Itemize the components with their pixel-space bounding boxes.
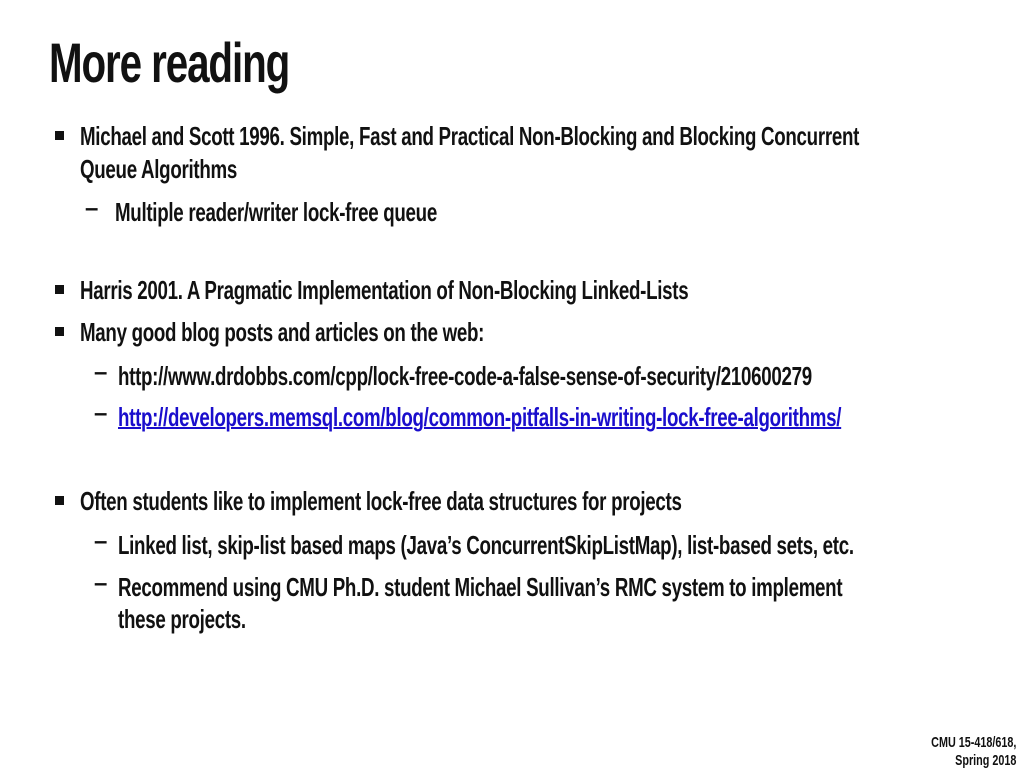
link-drdobbs[interactable]: http://www.drdobbs.com/cpp/lock-free-code-a-false-sense-of-security/210600279 xyxy=(118,361,812,391)
reading-item-harris: Harris 2001. A Pragmatic Implementation of Non-Blocking Linked-Lists xyxy=(80,275,689,305)
dash-icon: – xyxy=(94,400,108,427)
subitem-linked-list: Linked list, skip-list based maps (Java’s ConcurrentSkipListMap), list-based sets, etc. xyxy=(118,530,854,560)
link-memsql[interactable]: http://developers.memsql.com/blog/common-pitfalls-in-writing-lock-free-algorithms/ xyxy=(118,402,842,432)
bullet-icon xyxy=(55,496,64,505)
footer-course: CMU 15-418/618, xyxy=(930,734,1016,751)
bullet-icon xyxy=(55,285,64,294)
slide-title: More reading xyxy=(49,31,290,94)
reading-item-michael-scott-line1: Michael and Scott 1996. Simple, Fast and Practical Non-Blocking and Blocking Concurrent xyxy=(80,121,860,151)
reading-item-student-projects: Often students like to implement lock-free data structures for projects xyxy=(80,486,682,516)
footer-term: Spring 2018 xyxy=(954,752,1016,769)
dash-icon: – xyxy=(85,195,99,222)
dash-icon: – xyxy=(94,359,108,386)
reading-item-michael-scott-line2: Queue Algorithms xyxy=(80,154,237,184)
dash-icon: – xyxy=(94,528,108,555)
bullet-icon xyxy=(55,131,64,140)
reading-item-blog-posts: Many good blog posts and articles on the web: xyxy=(80,317,485,347)
course-footer xyxy=(931,734,1016,770)
subitem-rmc-line1: Recommend using CMU Ph.D. student Michael Sullivan’s RMC system to implement xyxy=(118,572,843,602)
subitem-rmc-line2: these projects. xyxy=(118,604,246,634)
bullet-icon xyxy=(55,327,64,336)
subitem-lock-free-queue: Multiple reader/writer lock-free queue xyxy=(115,197,437,227)
dash-icon: – xyxy=(94,570,108,597)
